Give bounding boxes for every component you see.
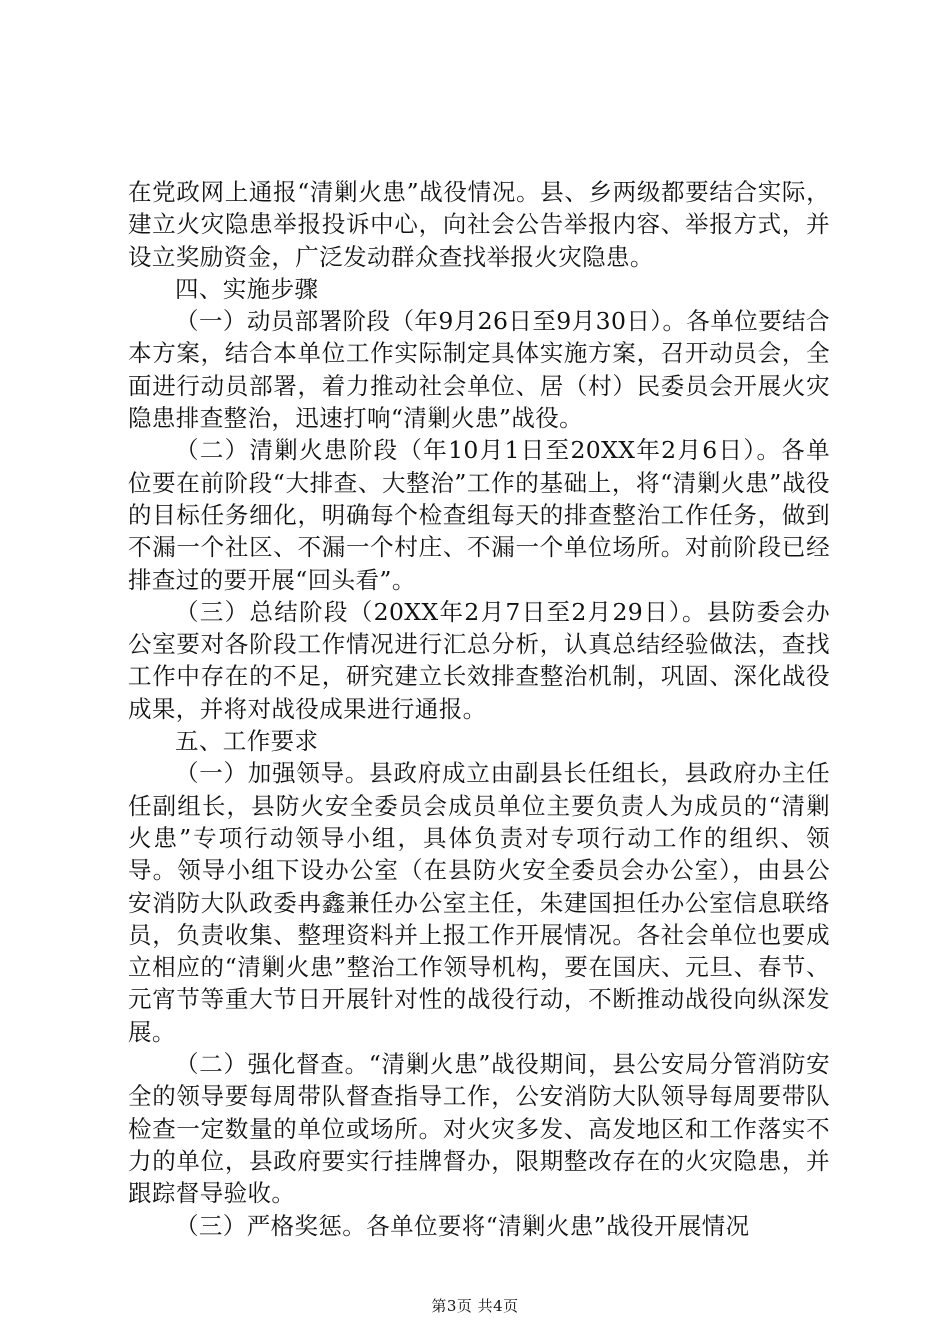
page-number-footer: 第3页 共4页 [431, 1297, 519, 1315]
paragraph-strengthen-supervision: （二）强化督查。“清剿火患”战役期间，县公安局分管消防安全的领导要每周带队督查指导工作，公安消防大队领导每周要带队检查一定数量的单位或场所。对火灾多发、高发地区和工作落实不力的单位，县政府要实行挂牌督办，限期整改存在的火灾隐患，并跟踪督导验收。 [128, 1050, 830, 1208]
paragraph-summary-stage: （三）总结阶段（20XX年2月7日至2月29日）。县防委会办公室要对各阶段工作情况进行汇总分析，认真总结经验做法，查找工作中存在的不足，研究建立长效排查整治机制，巩固、深化战役成果，并将对战役成果进行通报。 [128, 597, 830, 723]
paragraph-clearance-stage: （二）清剿火患阶段（年10月1日至20XX年2月6日）。各单位要在前阶段“大排查、大整治”工作的基础上，将“清剿火患”战役的目标任务细化，明确每个检查组每天的排查整治工作任务，做到不漏一个社区、不漏一个村庄、不漏一个单位场所。对前阶段已经排查过的要开展“回头看”。 [128, 436, 830, 594]
section-heading-work-requirements: 五、工作要求 [175, 727, 319, 756]
paragraph-mobilization-stage: （一）动员部署阶段（年9月26日至9月30日）。各单位要结合本方案，结合本单位工作实际制定具体实施方案，召开动员会，全面进行动员部署，着力推动社会单位、居（村）民委员会开展火灾隐患排查整治，迅速打响“清剿火患”战役。 [128, 307, 830, 433]
document-body [128, 176, 830, 1242]
section-heading-implementation-steps: 四、实施步骤 [175, 274, 319, 303]
paragraph-rewards-penalties: （三）严格奖惩。各单位要将“清剿火患”战役开展情况 [175, 1211, 750, 1240]
paragraph-strengthen-leadership: （一）加强领导。县政府成立由副县长任组长，县政府办主任任副组长，县防火安全委员会成员单位主要负责人为成员的“清剿火患”专项行动领导小组，具体负责对专项行动工作的组织、领导。领导小组下设办公室（在县防火安全委员会办公室），由县公安消防大队政委冉鑫兼任办公室主任，朱建国担任办公室信息联络员，负责收集、整理资料并上报工作开展情况。各社会单位也要成立相应的“清剿火患”整治工作领导机构，要在国庆、元旦、春节、元宵节等重大节日开展针对性的战役行动，不断推动战役向纵深发展。 [128, 759, 830, 1046]
paragraph-continuation: 在党政网上通报“清剿火患”战役情况。县、乡两级都要结合实际，建立火灾隐患举报投诉中心，向社会公告举报内容、举报方式，并设立奖励资金，广泛发动群众查找举报火灾隐患。 [128, 178, 830, 271]
